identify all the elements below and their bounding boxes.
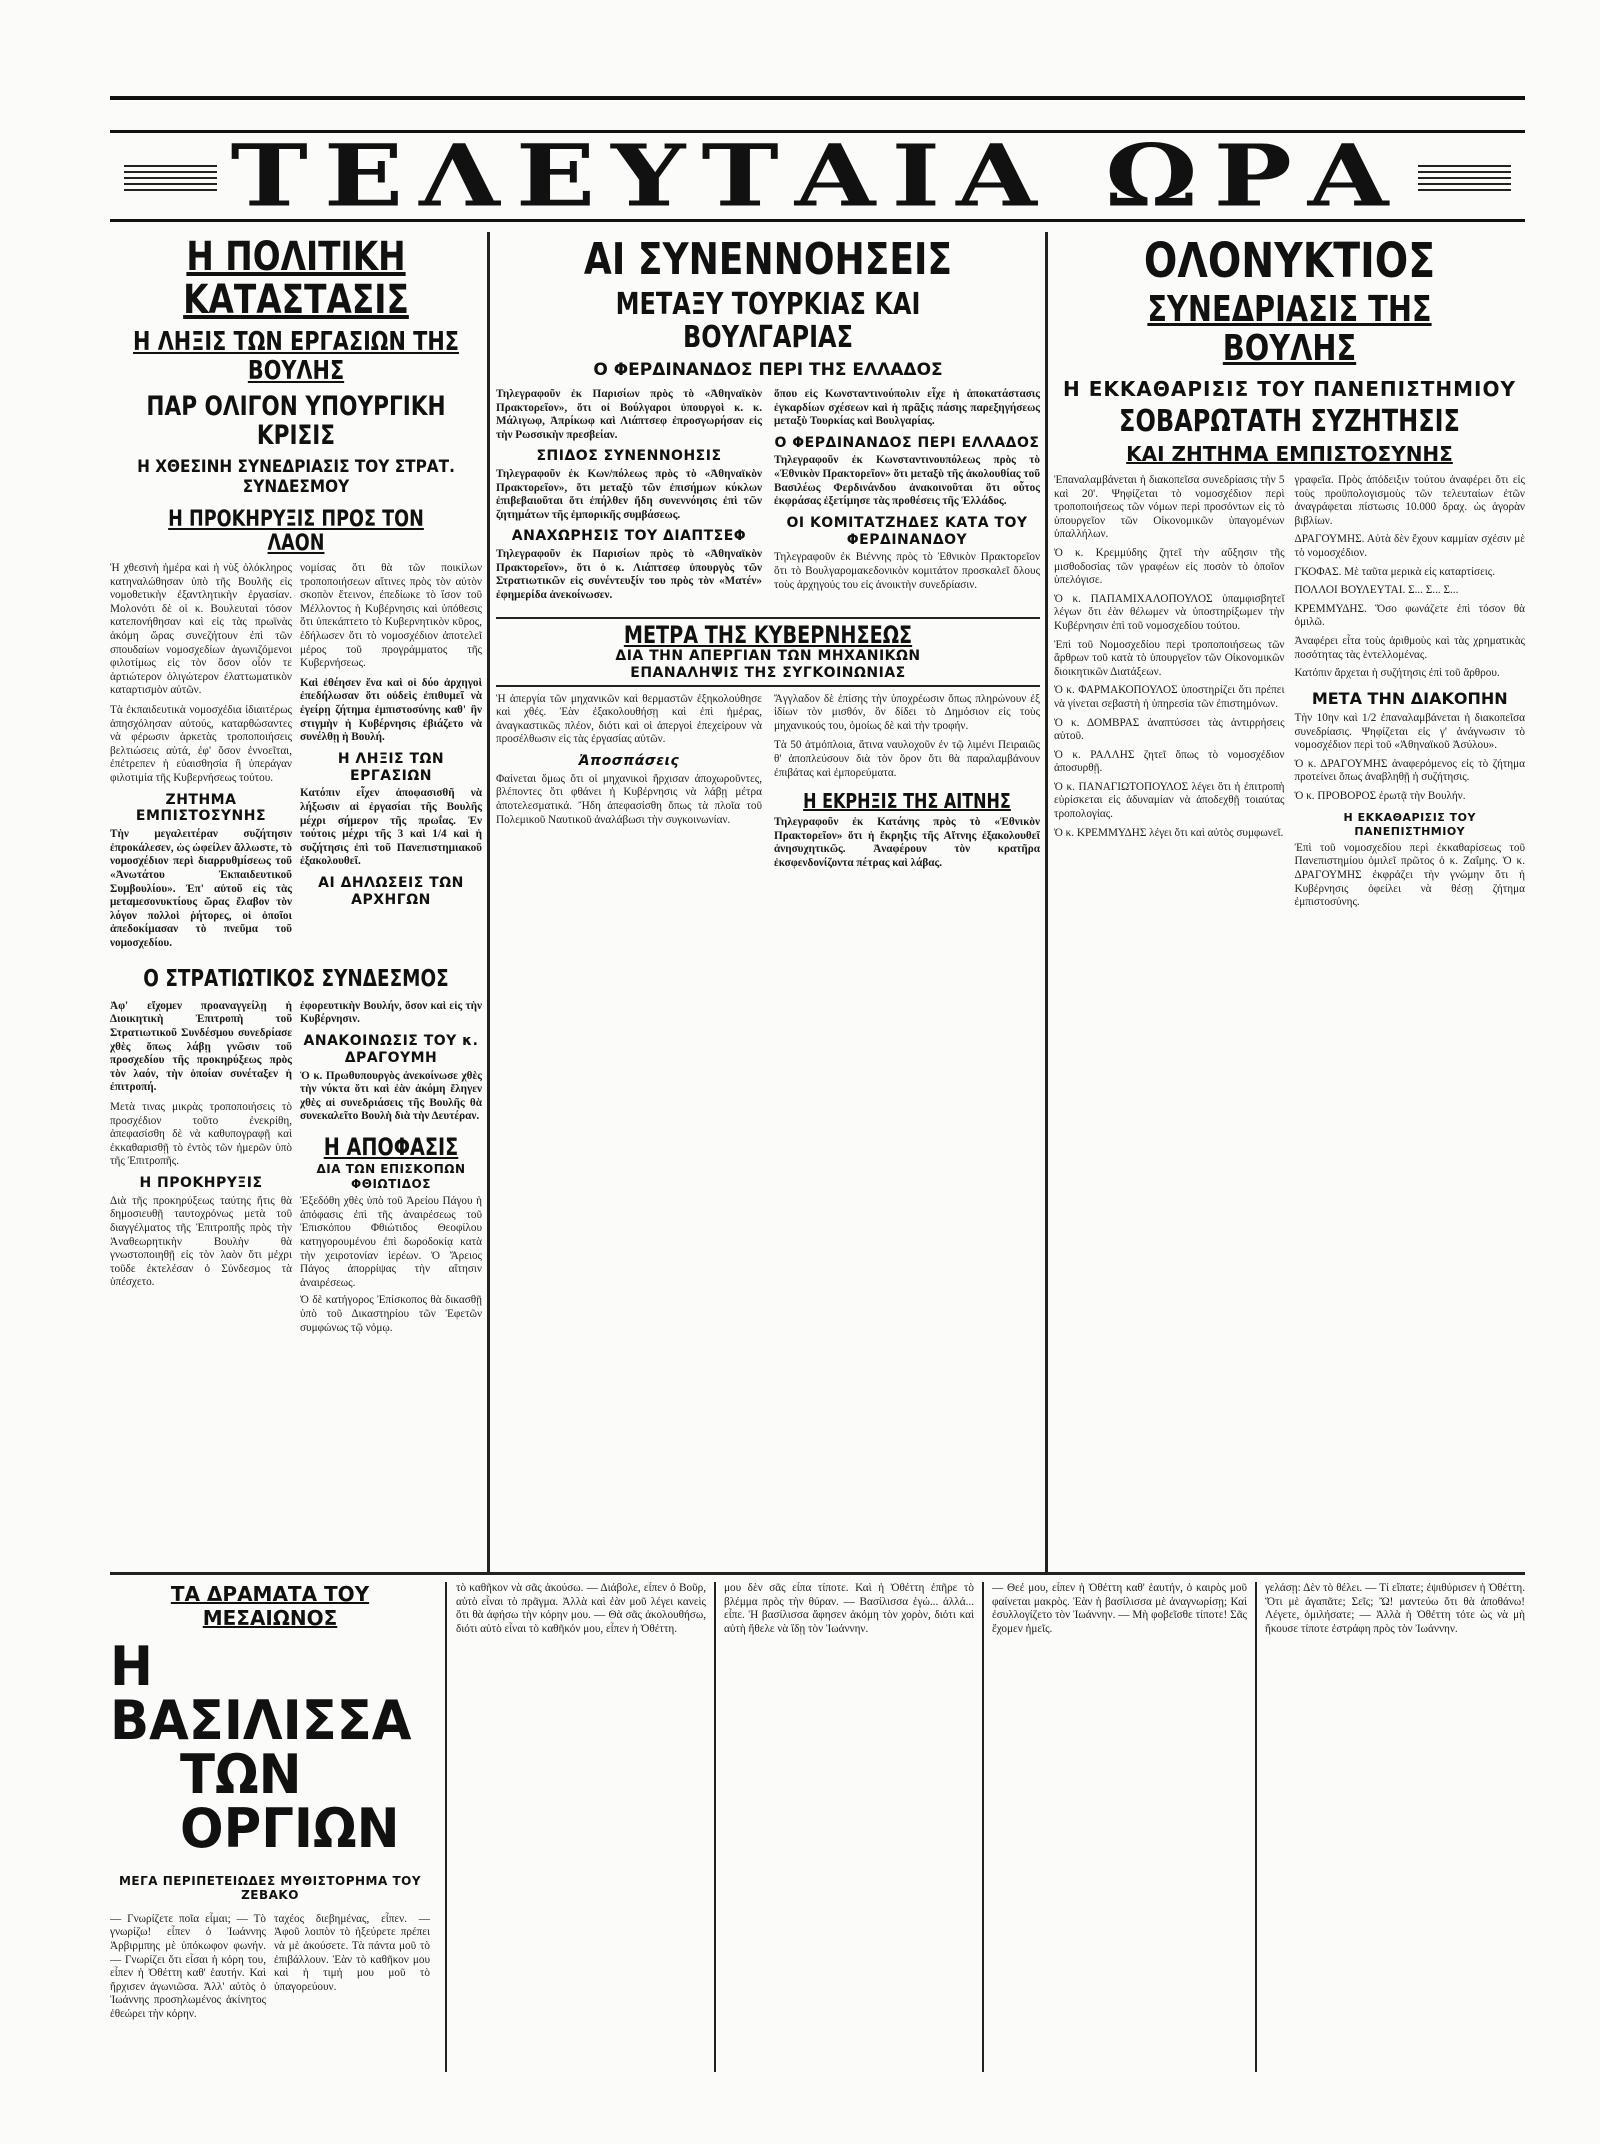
column-rule-2 [1045,232,1048,1572]
article-paragraph: Τηλεγραφοῦν ἐκ Βιέννης πρὸς τὸ Ἐθνικὸν Πρακτορεῖον ὅτι τὸ Βουλγαρομακεδονικὸν κομιτάτον προσκαλεῖ ὅλους τοὺς ἀρχηγούς του εἰς ἀνοικτὴν συνεδρίασιν. [774,551,1040,591]
subhead-ferdinand-greece: Ο ΦΕΡΔΙΝΑΝΔΟΣ ΠΕΡΙ ΕΛΛΑΔΟΣ [774,434,1040,451]
article-paragraph: Καὶ ἐθέησεν ἕνα καὶ οἱ δύο ἀρχηγοὶ ἐπεδήλωσαν ὅτι οὐδεὶς ἐπιθυμεῖ νὰ ἐγείρῃ ζήτημα ἐμπιστοσύνης καθ' ἣν στιγμὴν ἡ Κυβέρνησις ἐβιάζετο νὰ συνέλθῃ ἡ Βουλή. [300,676,482,744]
article-paragraph: Τὰ ἐκπαιδευτικὰ νομοσχέδια ἰδιαιτέρως ἀπησχόλησαν αὐτούς, καταρθώσαντες νὰ φέρωσιν ἀρκετὰς τροποποιήσεις βελτιώσεις αὐτά, ἐφ' ὅσον ἐννοεῖται, ἐπέτρεπεν ἡ εὐαισθησία ἢ ὑπεράγαν φιλοτιμία τῆς Κυβερνήσεως τούτου. [110,704,292,784]
deck-ferdinand-greece: Ο ΦΕΡΔΙΝΑΝΔΟΣ ΠΕΡΙ ΤΗΣ ΕΛΛΑΔΟΣ [593,359,943,380]
masthead-ornament-left [124,161,217,191]
article-paragraph: Τηλεγραφοῦν ἐκ Κωνσταντινουπόλεως πρὸς τὸ «Ἐθνικὸν Πρακτορεῖον» ὅτι μεταξὺ τῆς ἀκολουθίας τοῦ Βασιλέως Φερδινάνδου ἀνακοινοῦται ὅτι οὗτος ἐκφράσας ἐξετίμησε τὰς προθέσεις τῆς Ἑλλάδος. [774,454,1040,508]
article-paragraph: Διὰ τῆς προκηρύξεως ταύτης ἥτις θὰ δημοσιευθῇ ταυτοχρόνως μετὰ τοῦ διαγγέλματος τῆς Ἐπιτροπῆς πρὸς τὴν Ἀναθεωρητικὴν Βουλὴν θὰ γνωστοποιηθῇ εἰς τὸν λαὸν ὅτι μέχρι τοῦδε ἐκτελέσαν ὁ Σύνδεσμος τὰ ὑπέσχετο. [110,1194,292,1289]
subhead-liaptsev-departure: ΑΝΑΧΩΡΗΣΙΣ ΤΟΥ ΔΙΑΠΤΣΕΦ [511,528,747,545]
serial-paragraph: — Θεέ μου, εἶπεν ἡ Ὀθέττη καθ' ἑαυτήν, ὁ καιρὸς μοῦ φαίνεται μακρὸς. Ἐὰν ἡ βασίλισσα μὲ ἀναγνωρίσῃ; Καὶ ἐσυλλογίζετο τὸν Ἰωάννην. — Μὴ φοβεῖσθε τίποτε! Σᾶς ἔχομεν ἡμεῖς. [992,1582,1247,1635]
serial-column-3 [724,1582,974,1636]
article-paragraph: ΚΡΕΜΜΥΔΗΣ. Ὅσο φωνάζετε ἐπὶ τόσον θὰ ὁμιλῶ. [1294,602,1525,629]
article-paragraph: Ὁ δὲ κατήγορος Ἐπίσκοπος θὰ δικασθῇ ὑπὸ τοῦ Δικαστηρίου τῶν Ἐφετῶν συμφώνως τῷ νόμῳ. [300,1294,482,1334]
subhead-confidence: ΖΗΤΗΜΑ ΕΜΠΙΣΤΟΣΥΝΗΣ [135,791,267,825]
deck-military-league: Η ΧΘΕΣΙΝΗ ΣΥΝΕΔΡΙΑΣΙΣ ΤΟΥ ΣΤΡΑΤ. ΣΥΝΔΕΣΜΟΥ [137,456,455,498]
article-paragraph: Ὁ κ. ΚΡΕΜΜΥΔΗΣ λέγει ὅτι καὶ αὐτὸς συμφωνεῖ. [1054,826,1284,839]
subhead-end-of-works: Η ΛΗΞΙΣ ΤΩΝ ΕΡΓΑΣΙΩΝ [337,750,445,784]
article-paragraph: Ὁ κ. Κρεμμύδης ζητεῖ τὴν αὔξησιν τῆς μισθοδοσίας τῶν γραφέων εἰς ποσὸν τὸ ὁποῖον ὑπελόγισε. [1054,546,1285,587]
serial-column-5 [1265,1582,1525,1636]
article-paragraph: Φαίνεται ὅμως ὅτι οἱ μηχανικοὶ ἤρχισαν ἀποχωροῦντες, βλέποντες ὅτι φθάνει ἡ Κυβέρνησις νὰ λάβῃ μέτρα ἀποτελεσματικά. Ἤδη ἀπεφασίσθη ὅπως τὰ πλοῖα τοῦ Πολεμικοῦ Ναυτικοῦ ἀναλάβωσι τὴν συγκοινωνίαν. [496,772,762,826]
article-paragraph: Ἐξεδόθη χθὲς ὑπὸ τοῦ Ἀρείου Πάγου ἡ ἀπόφασις ἐπὶ τῆς ἀναιρέσεως τοῦ Ἐπισκόπου Φθιώτιδος Θεοφίλου κατηγορουμένου ἐπὶ δωροδοκίᾳ κατὰ τὴν χειροτονίαν ἱερέων. Ὁ Ἄρειος Πάγος ἀπορρίψας τὴν αἴτησιν ἀναιρέσεως. [300,1195,482,1289]
article-paragraph: Τηλεγραφοῦν ἐκ Παρισίων πρὸς τὸ «Ἀθηναϊκὸν Πρακτορεῖον», ὅτι οἱ Βούλγαροι ὑπουργοὶ κ. κ. Μάλιγωφ, Ἀπρίκωφ καὶ Λιάπτσεφ ἐπροσγωρήσαν εἰς τὴν Ρωσσικὴν πρεσβείαν. [496,387,762,441]
masthead-title: ΤΕΛΕΥΤΑΙΑ ΩΡΑ [230,125,1405,227]
article-paragraph: Τὴν μεγαλειτέραν συζήτησιν ἐπροκάλεσεν, ὡς ὠφείλεν ἄλλωστε, τὸ νομοσχέδιον περὶ διαρρυθμίσεως τοῦ «Ἀνωτάτου Ἐκπαιδευτικοῦ Συμβουλίου». Ἐπ' αὐτοῦ εἰς τὰς μεταμεσονυκτίους ὥρας ἔλαβον τὸν λόγον πολλοὶ ῥήτορες, οἱ ὁποῖοι ἀπεδοκίμασαν τὸ πνεῦμα τοῦ νομοσχεδίου. [110,828,292,949]
subhead-dragoumis-announcement: ΑΝΑΚΟΙΝΩΣΙΣ ΤΟΥ κ. ΔΡΑΓΟΥΜΗ [303,1033,479,1066]
article-paragraph: Τὰ 50 ἀτμόπλοια, ἅτινα ναυλοχοῦν ἐν τῷ λιμένι Πειραιῶς θ' ἀποπλεύσουν διὰ τὸν ὅρον ὅτι θὰ παραλαμβάνουν ἐπιβάτας καὶ ἐμπορεύματα. [774,739,1040,779]
column-overnight-session [1054,236,1525,1566]
section-decision: Η ΑΠΟΦΑΣΙΣ [323,1132,459,1161]
serial-novel [110,1582,1525,2082]
article-paragraph: Ἄγγλαδον δὲ ἐπίσης τὴν ὑποχρέωσιν ὅπως πληρώνουν ἐξ ἰδίων τὸν μισθόν, ὃν δίδει τὸ Δημόσιον εἰς τοὺς μηχανικούς του, ὁμοίως δὲ καὶ τὴν τροφήν. [774,692,1040,732]
subhead-secondments: Ἀποσπάσεις [578,752,680,769]
article-paragraph: Ὁ κ. ΠΑΠΑΜΙΧΑΛΟΠΟΥΛΟΣ ὑπαμφισβητεῖ λέγων ὅτι ἐὰν θέλωμεν νὰ ὑποστηρίξωμεν τὴν Κυβέρνησιν ἐπὶ τοῦ νομοσχεδίου τούτου. [1054,592,1285,632]
section-engineers-strike: ΔΙΑ ΤΗΝ ΑΠΕΡΓΙΑΝ ΤΩΝ ΜΗΧΑΝΙΚΩΝ [615,648,921,665]
article-paragraph: Κατόπιν εἶχεν ἀποφασισθῆ νὰ λήξωσιν αἱ ἐργασίαι τῆς Βουλῆς μέχρι σήμερον τῆς πρωΐας. Ἐν τούτοις μέχρι τῆς 3 καὶ 1/4 καὶ ἡ συζήτησις ἐπὶ τοῦ Πανεπιστημιακοῦ ἐξακολουθεῖ. [300,787,482,868]
serial-column-rule [445,1582,447,2072]
deck-turkey-bulgaria: ΜΕΤΑΞΥ ΤΟΥΡΚΙΑΣ ΚΑΙ ΒΟΥΛΓΑΡΙΑΣ [615,286,921,355]
serial-paragraph: τὸ καθῆκον νὰ σᾶς ἀκούσω. — Διάβολε, εἶπεν ὁ Βοῦρ, αὐτὸ εἶναι τὸ πρᾶγμα. Ἀλλὰ καὶ ἐὰν μοῦ λέγει κανεὶς ὅτι θὰ ἀφήσω τὴν κόρην μου. — Θὰ σᾶς ἀκολουθήσω, διότι αὐτὸ εἶναι τὸ καθῆκόν μου, εἶπεν ἡ Ὀθέττη. [456,1582,706,1635]
article-paragraph: Τηλεγραφοῦν ἐκ Κων/πόλεως πρὸς τὸ «Ἀθηναϊκὸν Πρακτορεῖον», ὅτι μεταξὺ τῶν ἐπισήμων κύκλων ἐπιβεβαιοῦται ὅτι ἐπήλθεν ἤδη συνεννόησις ἐπὶ τῶν ζητημάτων τῆς ἐμπορικῆς συμβάσεως. [496,468,762,521]
article-paragraph: Ὁ κ. ΡΑΛΛΗΣ ζητεῖ ὅπως τὸ νομοσχέδιον ἀποσυρθῇ. [1054,748,1285,775]
section-proclamation: Η ΠΡΟΚΗΡΥΞΙΣ ΠΡΟΣ ΤΟΝ ΛΑΟΝ [168,506,424,556]
article-paragraph: γραφεῖα. Πρὸς ἀπόδειξιν τούτου ἀναφέρει ὅτι εἰς τοὺς προϋπολογισμοὺς τῶν τελευταίων ἐτῶν ἀναγράφεται πίστωσις 10.000 δραχ. ὡς ἀγορὰν βιβλίων. [1294,474,1525,527]
serial-paragraph: μου δὲν σᾶς εἶπα τίποτε. Καὶ ἡ Ὀθέττη ἐπῆρε τὸ βλέμμα πρὸς τὴν θύραν. — Βασίλισσα ἐγώ... ἀλλά... εἶπε. Ἡ βασίλισσα ἄφησεν ἀκόμη τὸν χορὸν, διότι καὶ αὐτὴ ἤθελε νὰ ἴδῃ τὸν Ἰωάννην. [724,1582,974,1635]
headline-agreements: ΑΙ ΣΥΝΕΝΝΟΗΣΕΙΣ [583,236,953,285]
serial-title-line1: Η ΒΑΣΙΛΙΣΣΑ [110,1635,412,1752]
article-paragraph: Ἡ ἀπεργία τῶν μηχανικῶν καὶ θερμαστῶν ἐξηκολούθησε καὶ χθές. Ἐὰν ἐξακολουθήσῃ καὶ ἐπὶ ἡμέρας, ἀναγκαστικῶς πλέον, διότι καὶ οἱ ἀπεργοὶ ἐπεχείρουν νὰ προσέλθωσιν εἰς τὰς ἐργασίας αὐτῶν. [496,692,762,746]
article-paragraph: Ἡ χθεσινὴ ἡμέρα καὶ ἡ νὺξ ὁλόκληρος κατηναλώθησαν ὑπὸ τῆς Βουλῆς εἰς νομοθετικὴν ἐξαντλητικὴν ἐργασίαν. Μολονότι δὲ οἱ κ. Βουλευταὶ τόσον κατεπονήθησαν καὶ εἰς τὰς πρωϊνὰς ἀκόμη ὥρας συνεζήτουν ἐπὶ τῶν σπουδαίων νομοσχεδίων ἀγωνιζόμενοι φιλοτίμως εἰς τὸν ὅσον οἷόν τε ἀρτιώτερον ὀλιγώτερον ἐλαττωματικὸν καταρτισμὸν αὐτῶν. [110,562,292,697]
serial-title-block [110,1582,430,2022]
serial-paragraph: — Γνωρίζετε ποῖα εἶμαι; — Τὸ γνωρίζω! εἶπεν ὁ Ἰωάννης Ἀρβιρμπης μὲ ὑπόκωφον φωνήν. — Γνωρίζει ὅτι εἶσαι ἡ κόρη του, εἶπεν ἡ Ὀθέττη καθ' ἑαυτήν. Καὶ ἤρχισεν ἀγωνιῶσα. Ἀλλ' αὐτὸς ὁ Ἰωάννης προσηλωμένος ἀκίνητος ἐθεώρει τὴν κόρην. [110,1912,266,2020]
article-paragraph: Ἀφ' εἴχομεν προαναγγείλῃ ἡ Διοικητικὴ Ἐπιτροπὴ τοῦ Στρατιωτικοῦ Συνδέσμου συνεδρίασε χθὲς ὅπως λάβῃ γνῶσιν τοῦ προσχεδίου τῆς προκηρύξεως πρὸς τὸν λαόν, τὴν ὁποίαν συνέταξεν ἡ ἐπιτροπή. [110,999,292,1094]
serial-column-rule [982,1582,984,2072]
article-paragraph: Ἀναφέρει εἶτα τοὺς ἀριθμοὺς καὶ τὰς χρηματικὰς ποσότητας τὰς ἐντελλομένας. [1294,634,1525,661]
serial-column-2 [456,1582,706,1636]
article-paragraph: Ὁ κ. Πρωθυπουργὸς ἀνεκοίνωσε χθὲς τὴν νύκτα ὅτι καὶ ἐὰν ἀκόμη ἔληγεν χθὲς αἱ συνεδριάσεις τῆς Βουλῆς θὰ συνεκαλεῖτο Βουλὴ διὰ τὴν Δευτέραν. [300,1069,482,1123]
section-government-measures: ΜΕΤΡΑ ΤΗΣ ΚΥΒΕΡΝΗΣΕΩΣ [623,620,913,649]
serial-title-line2: ΤΩΝ ΟΡΓΙΩΝ [180,1743,400,1860]
deck-university-cleanup: Η ΕΚΚΑΘΑΡΙΣΙΣ ΤΟΥ ΠΑΝΕΠΙΣΤΗΜΙΟΥ [1063,377,1516,402]
masthead-ornament-right [1418,161,1511,191]
subhead-leaders-statements: ΑΙ ΔΗΛΩΣΕΙΣ ΤΩΝ ΑΡΧΗΓΩΝ [318,874,464,908]
article-paragraph: νομίσας ὅτι θὰ τῶν ποικίλων τροποποιήσεων αἵτινες πρὸς τὸν αὐτὸν σκοπὸν ἔτεινον, ἐπεδίωκε τὸ ἴσον τοῦ Μέλλοντος ἡ Κυβέρνησις καὶ ὑπόθεσις ὅτι ὑπεκάπτετο τὸ Κυβερνητικὸν κῦρος, ἐδήλωσεν ὅτι τὸ νομοσχέδιον ἀποτελεῖ μέρος τοῦ προγράμματος τῆς Κυβερνήσεως. [300,562,482,670]
article-paragraph: ΠΟΛΛΟΙ ΒΟΥΛΕΥΤΑΙ. Σ... Σ... Σ... [1294,584,1459,597]
article-paragraph: ὅπου εἰς Κωνσταντινούπολιν εἶχε ἡ ἀποκατάστασις ἐγκαρδίων σχέσεων καὶ ἡ πρᾶξις πάσης παρεξηγήσεως μεταξὺ Τουρκίας καὶ Βουλγαρίας. [774,387,1040,428]
subhead-proclamation: Η ΠΡΟΚΗΡΥΞΙΣ [139,1174,263,1191]
article-paragraph: ΓΚΟΦΑΣ. Μὲ ταῦτα μερικὰ εἰς καταρτίσεις. [1294,565,1496,578]
article-paragraph: Μετὰ τινας μικρὰς τροποποιήσεις τὸ προσχέδιον τοῦτο ἐνεκρίθη, ἀπεφασίσθη δὲ νὰ καθυπογραφῇ καὶ ἐκκαθαρισθῇ τὸ ἐντὸς τῶν ἡμερῶν ὑπὸ τῆς Ἐπιτροπῆς. [110,1100,292,1168]
serial-column-4 [992,1582,1247,1636]
article-paragraph: Ὁ κ. ΠΑΝΑΓΙΩΤΟΠΟΥΛΟΣ λέγει ὅτι ἡ ἐπιτροπὴ εὑρίσκεται εἰς ἀδυναμίαν νὰ ἀποδεχθῇ τοιαύτας τροπολογίας. [1054,780,1285,821]
article-paragraph: Κατόπιν ἄρχεται ἡ συζήτησις ἐπὶ τοῦ ἄρθρου. [1294,667,1500,680]
section-military-league: Ο ΣΤΡΑΤΙΩΤΙΚΟΣ ΣΥΝΔΕΣΜΟΣ [143,965,449,992]
headline-political-situation: Η ΠΟΛΙΤΙΚΗ ΚΑΤΑΣΤΑΣΙΣ [183,236,409,324]
article-paragraph: Ὁ κ. ΔΟΜΒΡΑΣ ἀναπτύσσει τὰς ἀντιρρήσεις αὐτοῦ. [1054,716,1285,743]
article-paragraph: Τὴν 10ην καὶ 1/2 ἐπαναλαμβάνεται ἡ διακοπεῖσα συνεδρίασις. Ψηφίζεται εἰς γ' ἀνάγνωσιν τὸ νομοσχέδιον περὶ τοῦ «Ἀθηναϊκοῦ Ἀσύλου». [1294,711,1525,752]
subhead-after-break: ΜΕΤΑ ΤΗΝ ΔΙΑΚΟΠΗΝ [1311,688,1508,708]
serial-subtitle: ΜΕΓΑ ΠΕΡΙΠΕΤΕΙΩΔΕΣ ΜΥΘΙΣΤΟΡΗΜΑ ΤΟΥ ΖΕΒΑΚΟ [118,1874,422,1903]
deck-parliament-end: Η ΛΗΞΙΣ ΤΩΝ ΕΡΓΑΣΙΩΝ ΤΗΣ ΒΟΥΛΗΣ [133,327,459,386]
article-paragraph: Ἐπαναλαμβάνεται ἡ διακοπεῖσα συνεδρίασις τὴν 5 καὶ 20'. Ψηφίζεται τὸ νομοσχέδιον περὶ τροποποιήσεως τῶν νόμων περὶ προσόντων εἰς τὸ ὑπουργεῖον τῶν Οἰκονομικῶν ὑπαγομένων ὑπαλλήλων. [1054,474,1285,541]
article-paragraph: Ὁ κ. ΦΑΡΜΑΚΟΠΟΥΛΟΣ ὑποστηρίζει ὅτι πρέπει νὰ γίνεται σεβαστὴ ἡ ὑπηρεσία τῶν ἐπιστημόνων. [1054,684,1285,710]
article-paragraph: ἐφορευτικὴν Βουλήν, ὅσον καὶ εἰς τὴν Κυβέρνησιν. [300,999,482,1026]
serial-paragraph: γελάσῃ: Δὲν τὸ θέλει. — Τί εἴπατε; ἐψιθύρισεν ἡ Ὀθέττη. Ὅτι μὲ ἀγαπᾶτε; Σεῖς; Ὤ! μαντεύω ὅτι θὰ ἀποθάνω! Λέγετε, ὁμιλήσατε; — Ἀλλὰ ἡ Ὀθέττη τότε ὡς νὰ μὴ ἤκουσε τίποτε ἐστράφη πρὸς τὸν Ἰωάννην. [1265,1582,1525,1635]
serial-paragraph: ταχέος διεβημένας, εἶπεν. — Ἀφοῦ λοιπὸν τὸ ἠξεύρετε πρέπει νὰ μὲ ἀκούσετε. Τὰ πάντα μοῦ τὸ ἐπιβάλλουν. Ἐὰν τὸ καθῆκον μου καὶ ἡ τιμή μου μοῦ τὸ ὑπαγορεύουν. [274,1912,430,1993]
section-decision-sub: ΔΙΑ ΤΩΝ ΕΠΙΣΚΟΠΩΝ ΦΘΙΩΤΙΔΟΣ [316,1162,466,1191]
subhead-quick-agreement: ΣΠΙΔΟΣ ΣΥΝΕΝΝΟΗΣΙΣ [536,448,722,465]
deck-parliament-session: ΣΥΝΕΔΡΙΑΣΙΣ ΤΗΣ ΒΟΥΛΗΣ [1147,288,1432,370]
article-paragraph: Τηλεγραφοῦν ἐκ Παρισίων πρὸς τὸ «Ἀθηναϊκὸν Πρακτορεῖον», ὅτι ὁ κ. Λιάπτσεφ ὑπουργὸς τῶν Στρατιωτικῶν εἰς συνέντευξίν του πρὸς τὸν «Ματέν» ἐφημερίδα ἀνεκοίνωσεν. [496,548,762,602]
serial-top-rule [110,1572,1525,1575]
serial-kicker: ΤΑ ΔΡΑΜΑΤΑ ΤΟΥ ΜΕΣΑΙΩΝΟΣ [170,1582,370,1630]
deck-serious-debate: ΣΟΒΑΡΩΤΑΤΗ ΣΥΖΗΤΗΣΙΣ [1119,404,1460,440]
section-communication-resumed: ΕΠΑΝΑΛΗΨΙΣ ΤΗΣ ΣΥΓΚΟΙΝΩΝΙΑΣ [630,664,906,681]
headline-overnight: ΟΛΟΝΥΚΤΙΟΣ [1143,236,1436,289]
masthead [110,125,1525,227]
deck-ministerial-crisis: ΠΑΡ ΟΛΙΓΟΝ ΥΠΟΥΡΓΙΚΗ ΚΡΙΣΙΣ [146,390,446,452]
serial-column-rule [714,1582,716,2072]
article-paragraph: Ὁ κ. ΠΡΟΒΟΡΟΣ ἐρωτᾷ τὴν Βουλήν. [1294,789,1466,802]
article-paragraph: Ἐπὶ τοῦ νομοσχεδίου περὶ ἐκκαθαρίσεως τοῦ Πανεπιστημίου ὁμιλεῖ πρῶτος ὁ κ. Ζαΐμης. Ὁ κ. ΔΡΑΓΟΥΜΗΣ ἐκφράζει τὴν γνώμην ὅτι ἡ Κυβέρνησις ὀφείλει νὰ θέσῃ ζήτημα ἐμπιστοσύνης. [1294,841,1525,909]
column-rule-1 [487,232,490,1572]
subhead-comitadjis: ΟΙ ΚΟΜΙΤΑΤΖΗΔΕΣ ΚΑΤΑ ΤΟΥ ΦΕΡΔΙΝΑΝΔΟΥ [786,514,1028,548]
article-paragraph: Ὁ κ. ΔΡΑΓΟΥΜΗΣ ἀναφερόμενος εἰς τὸ ζήτημα προτείνει ὅπως ἀναβληθῇ ἡ συζήτησις. [1294,757,1525,784]
column-agreements [496,236,1040,1566]
subhead-university-cleanup: Η ΕΚΚΑΘΑΡΙΣΙΣ ΤΟΥ ΠΑΝΕΠΙΣΤΗΜΙΟΥ [1343,811,1476,838]
masthead-top-rule [110,96,1525,100]
article-paragraph: Τηλεγραφοῦν ἐκ Κατάνης πρὸς τὸ «Ἐθνικὸν Πρακτορεῖον» ὅτι ἡ ἔκρηξις τῆς Αἴτνης ἐξακολουθεῖ ἀνησυχητικῶς. Ἀναφέρουν τὸν κρατῆρα ἐκσφενδονίζοντα πέτρας καὶ λάβας. [774,816,1040,869]
article-paragraph: Ἐπὶ τοῦ Νομοσχεδίου περὶ τροποποιήσεως τῶν ἄρθρων τοῦ κατὰ τὸ ὑπουργεῖον τῶν Οἰκονομικῶν διοικητικῶν Διατάξεων. [1054,638,1285,678]
section-etna-eruption: Η ΕΚΡΗΞΙΣ ΤΗΣ ΑΙΤΝΗΣ [803,789,1011,814]
serial-column-rule [1255,1582,1257,2072]
deck-confidence-issue: ΚΑΙ ΖΗΤΗΜΑ ΕΜΠΙΣΤΟΣΥΝΗΣ [1126,442,1453,467]
article-paragraph: ΔΡΑΓΟΥΜΗΣ. Αὐτὰ δὲν ἔχουν καμμίαν σχέσιν μὲ τὸ νομοσχέδιον. [1294,533,1525,559]
column-political-situation [110,236,482,1566]
